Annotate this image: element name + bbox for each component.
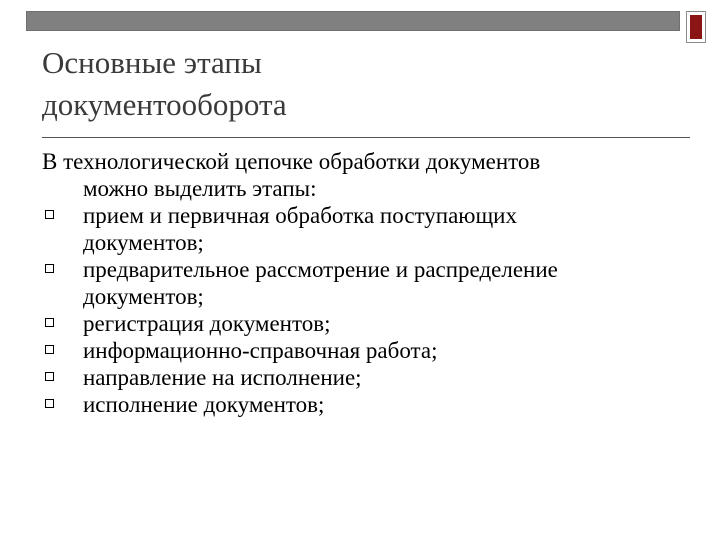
list-item <box>42 364 702 391</box>
slide-body <box>42 148 702 418</box>
list-item <box>42 202 702 256</box>
list-item-text: регистрация документов; <box>83 311 331 336</box>
slide-title-line-1: Основные этапы <box>42 45 262 80</box>
square-bullet-icon <box>45 345 54 354</box>
list-item <box>42 256 702 310</box>
list-item-text: информационно-справочная работа; <box>83 338 438 363</box>
square-bullet-icon <box>45 372 54 381</box>
list-item-text: прием и первичная обработка поступающих <box>83 203 517 228</box>
list-item-text-cont: документов; <box>83 284 204 309</box>
list-item <box>42 391 702 418</box>
list-item-text: направление на исполнение; <box>83 365 362 390</box>
list-item <box>42 310 702 337</box>
slide-title <box>42 42 682 126</box>
slide-title-line-2: документооборота <box>42 87 287 122</box>
title-divider <box>42 137 690 138</box>
intro-text-line-2: можно выделить этапы: <box>83 176 317 201</box>
corner-accent-fill <box>690 15 702 39</box>
corner-accent <box>686 11 706 43</box>
list-item-text-cont: документов; <box>83 230 204 255</box>
header-decoration-bar <box>26 11 680 31</box>
list-item-text: предварительное рассмотрение и распределение <box>83 257 558 282</box>
square-bullet-icon <box>45 264 54 273</box>
intro-text-line-1: В технологической цепочке обработки документов <box>42 149 541 174</box>
square-bullet-icon <box>45 318 54 327</box>
square-bullet-icon <box>45 210 54 219</box>
list-item <box>42 337 702 364</box>
list-item-text: исполнение документов; <box>83 392 325 417</box>
square-bullet-icon <box>45 399 54 408</box>
